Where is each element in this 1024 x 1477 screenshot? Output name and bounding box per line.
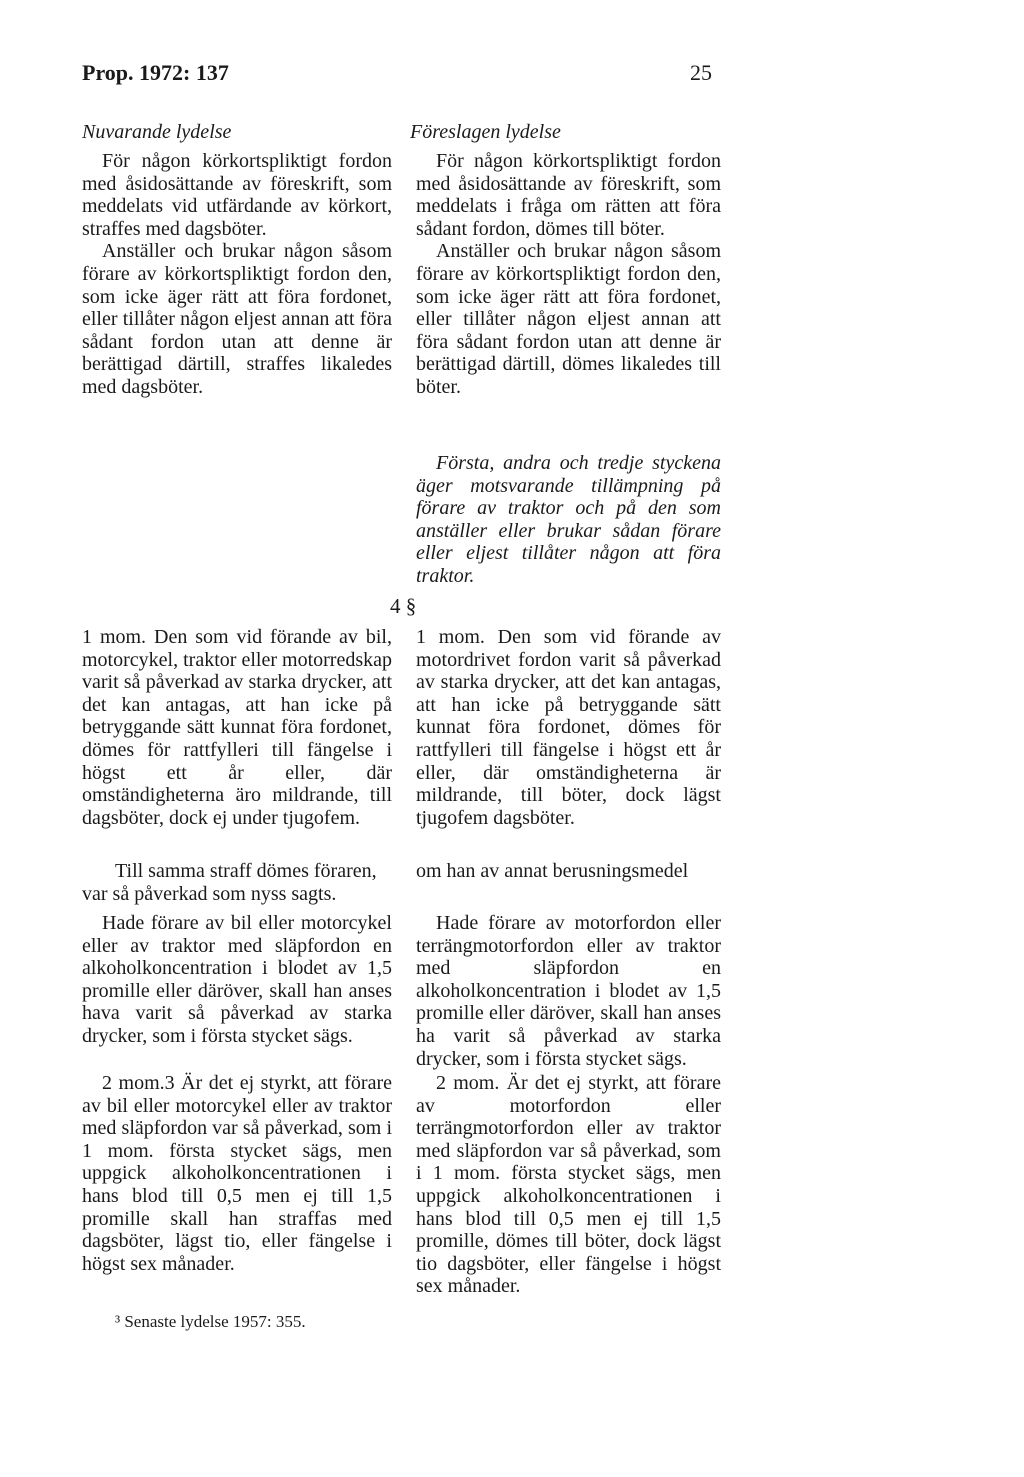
section-mark: 4 § bbox=[390, 594, 417, 618]
left-mom2 bbox=[82, 1072, 392, 1275]
right-column-title: Föreslagen lydelse bbox=[410, 121, 561, 143]
left-paragraph: Anställer och brukar någon såsom förare av körkortspliktigt fordon den, som icke äger rätt att föra fordonet, eller tillåter någon eljest annan att föra sådant fordon utan att denne är berättigad därtill, straffes likaledes med dagsböter. bbox=[82, 240, 392, 398]
left-mom1-text: 1 mom. Den som vid förande av bil, motorcykel, traktor eller motorredskap varit så påverkad av starka drycker, att det kan antagas, att han icke på betryggande sätt kunnat föra fordonet, dömes för rattfylleri till fängelse i högst ett år eller, där omständigheterna äro mildrande, till dagsböter, dock ej under tjugofem. bbox=[82, 626, 392, 829]
right-mom1 bbox=[416, 626, 721, 829]
page-number: 25 bbox=[690, 60, 712, 85]
left-mom1 bbox=[82, 626, 392, 829]
left-column-top bbox=[82, 150, 392, 399]
right-mom2 bbox=[416, 1072, 721, 1298]
right-column-top bbox=[416, 150, 721, 399]
right-mom2-text: 2 mom. Är det ej styrkt, att förare av motorfordon eller terrängmotorfordon eller av traktor med släpfordon var så påverkad, som i 1 mom. första stycket sägs, men uppgick alkoholkoncentrationen i hans blod till 0,5 men ej till 1,5 promille, dömes till böter, dock lägst tio dagsböter, eller fängelse i högst sex månader. bbox=[416, 1072, 721, 1298]
right-paragraph-new: Första, andra och tredje styckena äger motsvarande tillämpning på förare av traktor och på den som anställer eller brukar sådan förare eller eljest tillåter någon att föra traktor. bbox=[416, 452, 721, 587]
right-paragraph: För någon körkortspliktigt fordon med åsidosättande av föreskrift, som meddelats i fråga om rätten att föra sådant fordon, dömes till böter. bbox=[416, 150, 721, 240]
footnote: ³ Senaste lydelse 1957: 355. bbox=[115, 1312, 306, 1331]
left-hade bbox=[82, 912, 392, 1048]
right-mom1-text: 1 mom. Den som vid förande av motordrivet fordon varit så påverkad av starka drycker, att det kan antagas, att han icke på betryggande sätt kunnat föra fordonet, dömes för rattfylleri till fängelse i högst ett år eller, där omständigheterna är mildrande, till böter, dock lägst tjugofem dagsböter. bbox=[416, 626, 721, 829]
document-reference: Prop. 1972: 137 bbox=[82, 60, 229, 85]
left-hade-text: Hade förare av bil eller motorcykel eller av traktor med släpfordon en alkoholkoncentration i blodet av 1,5 promille eller däröver, skall han anses hava varit så påverkad av starka drycker, som i första stycket sägs. bbox=[82, 912, 392, 1047]
left-mom2-text: 2 mom.3 Är det ej styrkt, att förare av bil eller motorcykel eller av traktor med släpfordon var så påverkad, som i 1 mom. första stycket sägs, men uppgick alkoholkoncentrationen i hans blod till 0,5 men ej till 1,5 promille skall han straffas med dagsböter, lägst tio, eller fängelse i högst sex månader. bbox=[82, 1072, 392, 1275]
left-paragraph: För någon körkortspliktigt fordon med åsidosättande av föreskrift, som meddelats vid utfärdande av körkort, straffes med dagsböter. bbox=[82, 150, 392, 240]
shared-line-left: Till samma straff dömes föraren, bbox=[115, 860, 377, 882]
right-paragraph: Anställer och brukar någon såsom förare av körkortspliktigt fordon den, som icke äger rätt att föra fordonet, eller tillåter någon eljest annan att föra sådant fordon utan att denne är berättigad därtill, dömes likaledes till böter. bbox=[416, 240, 721, 398]
right-column-addition bbox=[416, 452, 721, 588]
left-column-title: Nuvarande lydelse bbox=[82, 121, 232, 143]
shared-line-left-2: var så påverkad som nyss sagts. bbox=[82, 883, 337, 905]
right-hade bbox=[416, 912, 721, 1070]
shared-line-right: om han av annat berusningsmedel bbox=[416, 860, 689, 882]
right-hade-text: Hade förare av motorfordon eller terrängmotorfordon eller av traktor med släpfordon en alkoholkoncentration i blodet av 1,5 promille eller däröver, skall han anses ha varit så påverkad av starka drycker, som i första stycket sägs. bbox=[416, 912, 721, 1070]
